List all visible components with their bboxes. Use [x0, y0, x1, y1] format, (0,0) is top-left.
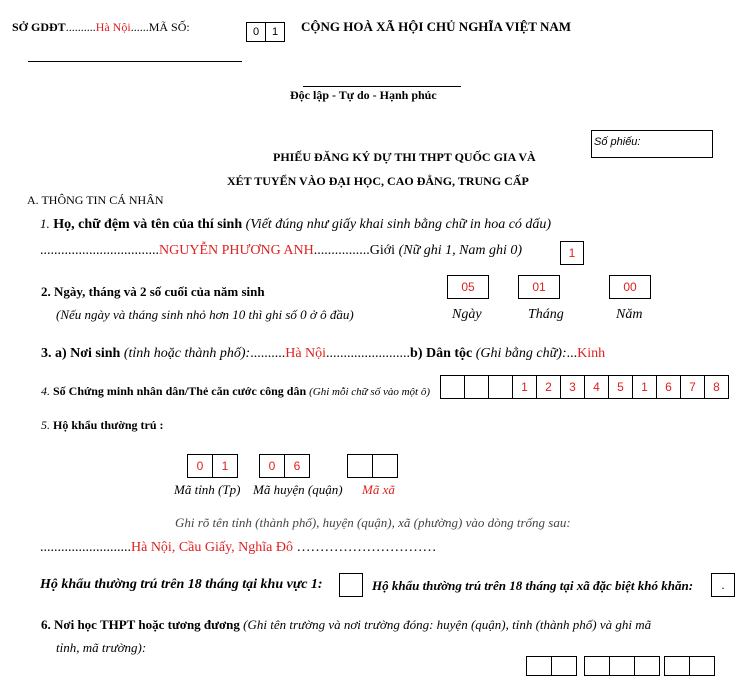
- school-code-boxes: [585, 656, 660, 676]
- q5-colon: :: [159, 418, 164, 432]
- id-digit-box[interactable]: [488, 375, 513, 399]
- address-value: Hà Nội, Cầu Giấy, Nghĩa Đô: [131, 540, 294, 555]
- q6-label: 6. Nơi học THPT hoặc tương đương: [41, 617, 240, 632]
- form-title-line-2: XÉT TUYỂN VÀO ĐẠI HỌC, CAO ĐẲNG, TRUNG CẤP: [227, 174, 529, 188]
- dots: ..........: [250, 346, 286, 361]
- motto-overline: [303, 86, 461, 87]
- section-a-title: A. THÔNG TIN CÁ NHÂN: [27, 193, 164, 207]
- id-digit-box[interactable]: [440, 375, 465, 399]
- address-instruction: Ghi rõ tên tỉnh (thành phố), huyện (quận), xã (phường) vào dòng trống sau:: [175, 515, 571, 530]
- full-name-value: NGUYỄN PHƯƠNG ANH: [159, 243, 314, 258]
- dots: ........................: [326, 346, 411, 361]
- header-left: [12, 20, 190, 35]
- dots: ................: [313, 243, 370, 258]
- q4-number: 4.: [41, 384, 50, 398]
- q4-line: [41, 384, 430, 399]
- q5-number: 5.: [41, 418, 50, 432]
- id-digit-box[interactable]: 1: [512, 375, 537, 399]
- month-label: Tháng: [528, 307, 564, 322]
- ma-so-boxes: [247, 22, 285, 42]
- kv1-box[interactable]: [339, 573, 363, 597]
- q5-label: Hộ khẩu thường trú: [53, 418, 157, 432]
- id-digit-box[interactable]: 2: [536, 375, 561, 399]
- id-number-boxes: [441, 375, 729, 399]
- dots: ..........................: [40, 540, 131, 555]
- birth-day-box[interactable]: 05: [447, 275, 489, 299]
- q6-hint: (Ghi tên trường và nơi trường đóng: huyện (quận), tỉnh (thành phố) và ghi mã: [243, 617, 652, 632]
- school-code-cell[interactable]: [634, 656, 660, 676]
- q3-b-label: b) Dân tộc: [410, 346, 473, 361]
- id-digit-box[interactable]: [464, 375, 489, 399]
- id-digit-box[interactable]: 4: [584, 375, 609, 399]
- header-underline: [28, 61, 242, 62]
- q1-number: 1.: [40, 216, 50, 231]
- gender-box[interactable]: 1: [560, 241, 584, 265]
- gender-hint: (Nữ ghi 1, Nam ghi 0): [398, 243, 523, 258]
- address-line: [40, 540, 437, 556]
- year-label: Năm: [616, 307, 643, 322]
- xa-digit-2[interactable]: [372, 454, 398, 478]
- q1-label: Họ, chữ đệm và tên của thí sinh: [53, 217, 243, 232]
- q1-answer-line: [40, 243, 522, 259]
- so-phieu-label: Số phiếu:: [594, 136, 641, 148]
- dots: ..........: [65, 20, 96, 34]
- ma-so-digit-2[interactable]: 1: [265, 22, 285, 42]
- q6-hint-continued: tỉnh, mã trường):: [56, 640, 147, 655]
- q1-hint: (Viết đúng như giấy khai sinh bằng chữ in hoa có dấu): [245, 217, 552, 232]
- q2-label: 2. Ngày, tháng và 2 số cuối của năm sinh: [41, 284, 265, 299]
- ma-so-label: MÃ SỐ:: [148, 20, 190, 34]
- q4-label: Số Chứng minh nhân dân/Thẻ căn cước công dân: [53, 384, 307, 398]
- tinh-digit-2[interactable]: 1: [212, 454, 238, 478]
- q6-line: [41, 617, 651, 633]
- id-digit-box[interactable]: 1: [632, 375, 657, 399]
- birth-year-box[interactable]: 00: [609, 275, 651, 299]
- xa-digit-1[interactable]: [347, 454, 373, 478]
- kv1-label: Hộ khẩu thường trú trên 18 tháng tại khu vực 1:: [40, 577, 323, 592]
- dbkk-label: Hộ khẩu thường trú trên 18 tháng tại xã đặc biệt khó khăn:: [372, 578, 694, 593]
- birth-month-box[interactable]: 01: [518, 275, 560, 299]
- so-gddt-label: SỞ GDĐT: [12, 20, 66, 34]
- id-digit-box[interactable]: 5: [608, 375, 633, 399]
- dots: ...: [566, 346, 578, 361]
- motto: Độc lập - Tự do - Hạnh phúc: [290, 88, 437, 102]
- dbkk-box[interactable]: .: [711, 573, 735, 597]
- id-digit-box[interactable]: 8: [704, 375, 729, 399]
- ethnicity-value: Kinh: [577, 346, 606, 361]
- huyen-digit-1[interactable]: 0: [259, 454, 285, 478]
- id-digit-box[interactable]: 7: [680, 375, 705, 399]
- school-code-cell[interactable]: [609, 656, 635, 676]
- province-value: Hà Nội: [95, 20, 131, 34]
- school-code-boxes: [665, 656, 715, 676]
- q3-hint-b: (Ghi bằng chữ):: [475, 346, 567, 361]
- ma-so-digit-1[interactable]: 0: [246, 22, 266, 42]
- xa-code-boxes: [348, 454, 398, 478]
- q1-line: [40, 216, 551, 233]
- day-label: Ngày: [452, 307, 482, 322]
- xa-code-label: Mã xã: [362, 482, 395, 497]
- school-code-cell[interactable]: [584, 656, 610, 676]
- school-code-cell[interactable]: [664, 656, 690, 676]
- id-digit-box[interactable]: 3: [560, 375, 585, 399]
- school-code-cell[interactable]: [526, 656, 552, 676]
- id-digit-box[interactable]: 6: [656, 375, 681, 399]
- dots: …………………………: [296, 540, 437, 555]
- huyen-code-boxes: [260, 454, 310, 478]
- school-code-cell[interactable]: [551, 656, 577, 676]
- form-title-line-1: PHIẾU ĐĂNG KÝ DỰ THI THPT QUỐC GIA VÀ: [273, 150, 536, 164]
- republic-title: CỘNG HOÀ XÃ HỘI CHỦ NGHĨA VIỆT NAM: [301, 19, 572, 34]
- q4-hint: (Ghi mỗi chữ số vào một ô): [309, 386, 430, 398]
- dots: ..................................: [40, 243, 159, 258]
- so-phieu-box[interactable]: [591, 130, 713, 158]
- dots: ......: [130, 20, 149, 34]
- school-code-cell[interactable]: [689, 656, 715, 676]
- q3-line: [41, 346, 605, 362]
- q3-hint-a: (tỉnh hoặc thành phố):: [123, 346, 251, 361]
- huyen-digit-2[interactable]: 6: [284, 454, 310, 478]
- q3-prefix: 3. a) Nơi sinh: [41, 346, 121, 361]
- school-code-boxes: [527, 656, 577, 676]
- gender-label: Giới: [369, 243, 396, 258]
- q2-hint: (Nếu ngày và tháng sinh nhỏ hơn 10 thì ghi số 0 ở ô đầu): [56, 307, 354, 322]
- tinh-digit-1[interactable]: 0: [187, 454, 213, 478]
- birthplace-value: Hà Nội: [285, 346, 327, 361]
- tinh-code-boxes: [188, 454, 238, 478]
- q5-line: [41, 418, 164, 433]
- tinh-code-label: Mã tỉnh (Tp): [174, 482, 241, 497]
- huyen-code-label: Mã huyện (quận): [253, 482, 343, 497]
